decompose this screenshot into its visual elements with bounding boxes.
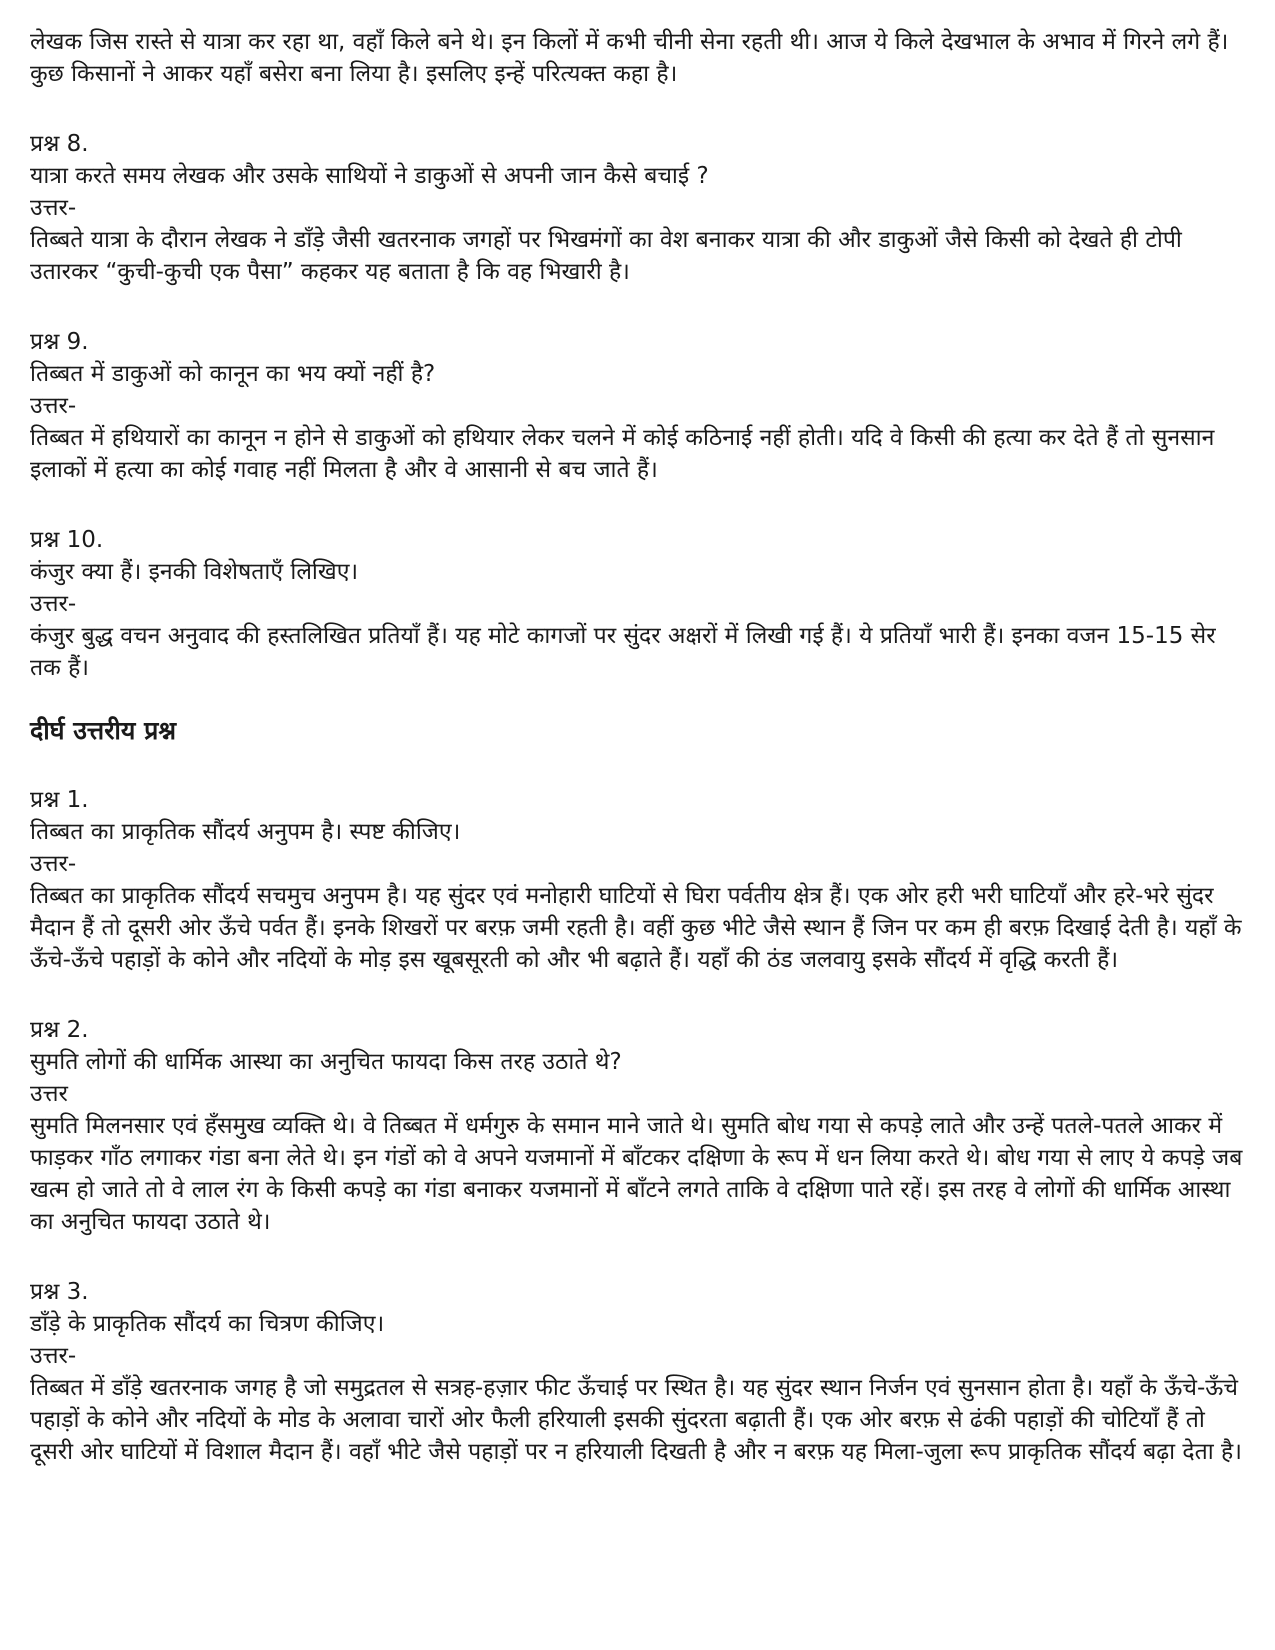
answer-text: कंजुर बुद्ध वचन अनुवाद की हस्तलिखित प्रतियाँ हैं। यह मोटे कागजों पर सुंदर अक्षरों में लिखी गई हैं। ये प्रतियाँ भारी हैं। इनका वजन 15-15 सेर तक हैं। — [30, 623, 1216, 681]
answer-text: सुमति मिलनसार एवं हँसमुख व्यक्ति थे। वे तिब्बत में धर्मगुरु के समान माने जाते थे। सुमति बोध गया से कपड़े लाते और उन्हें पतले-पतले आकर में फाड़कर गाँठ लगाकर गंडा बना लेते थे। इन गंडों को वे अपने यजमानों में बाँटकर दक्षिणा के रूप में धन लिया करते थे। बोध गया से लाए ये कपड़े जब खत्म हो जाते तो वे लाल रंग के किसी कपड़े का गंडा बनाकर यजमानों में बाँटने लगते ताकि वे दक्षिणा पाते रहें। इस तरह वे लोगों की धार्मिक आस्था का अनुचित फायदा उठाते थे। — [30, 1113, 1243, 1235]
question-label: प्रश्न 3. — [30, 1279, 89, 1305]
answer-label: उत्तर- — [30, 851, 77, 877]
question-label: प्रश्न 9. — [30, 329, 89, 355]
question-block-9 — [30, 326, 1245, 486]
long-question-block-2 — [30, 1014, 1245, 1238]
question-text: तिब्बत का प्राकृतिक सौंदर्य अनुपम है। स्पष्ट कीजिए। — [30, 819, 461, 845]
question-text: डाँड़े के प्राकृतिक सौंदर्य का चित्रण कीजिए। — [30, 1311, 385, 1337]
question-text: तिब्बत में डाकुओं को कानून का भय क्यों नहीं है? — [30, 361, 436, 387]
answer-text: तिब्बत में हथियारों का कानून न होने से डाकुओं को हथियार लेकर चलने में कोई कठिनाई नहीं होती। यदि वे किसी की हत्या कर देते हैं तो सुनसान इलाकों में हत्या का कोई गवाह नहीं मिलता है और वे आसानी से बच जाते हैं। — [30, 425, 1215, 483]
section-heading-long-questions: दीर्घ उत्तरीय प्रश्न — [30, 716, 177, 745]
question-text: सुमति लोगों की धार्मिक आस्था का अनुचित फायदा किस तरह उठाते थे? — [30, 1049, 622, 1075]
answer-label: उत्तर- — [30, 393, 77, 419]
question-text: यात्रा करते समय लेखक और उसके साथियों ने डाकुओं से अपनी जान कैसे बचाई ? — [30, 163, 709, 189]
question-text: कंजुर क्या हैं। इनकी विशेषताएँ लिखिए। — [30, 559, 359, 585]
answer-text: तिब्बत का प्राकृतिक सौंदर्य सचमुच अनुपम है। यह सुंदर एवं मनोहारी घाटियों से घिरा पर्वतीय क्षेत्र हैं। एक ओर हरी भरी घाटियाँ और हरे-भरे सुंदर मैदान हैं तो दूसरी ओर ऊँचे पर्वत हैं। इनके शिखरों पर बरफ़ जमी रहती है। वहीं कुछ भीटे जैसे स्थान हैं जिन पर कम ही बरफ़ दिखाई देती है। यहाँ के ऊँचे-ऊँचे पहाड़ों के कोने और नदियों के मोड़ इस खूबसूरती को और भी बढ़ाते हैं। यहाँ की ठंड जलवायु इसके सौंदर्य में वृद्धि करती हैं। — [30, 883, 1242, 973]
answer-text: तिब्बते यात्रा के दौरान लेखक ने डाँड़े जैसी खतरनाक जगहों पर भिखमंगों का वेश बनाकर यात्रा की और डाकुओं जैसे किसी को देखते ही टोपी उतारकर “कुची-कुची एक पैसा” कहकर यह बताता है कि वह भिखारी है। — [30, 227, 1182, 285]
question-block-8 — [30, 128, 1245, 288]
answer-label: उत्तर — [30, 1081, 68, 1107]
long-question-block-3 — [30, 1276, 1245, 1468]
intro-answer-text: लेखक जिस रास्ते से यात्रा कर रहा था, वहाँ किले बने थे। इन किलों में कभी चीनी सेना रहती थी। आज ये किले देखभाल के अभाव में गिरने लगे हैं। कुछ किसानों ने आकर यहाँ बसेरा बना लिया है। इसलिए इन्हें परित्यक्त कहा है। — [30, 29, 1229, 87]
answer-label: उत्तर- — [30, 591, 77, 617]
answer-text: तिब्बत में डाँड़े खतरनाक जगह है जो समुद्रतल से सत्रह-हज़ार फीट ऊँचाई पर स्थित है। यह सुंदर स्थान निर्जन एवं सुनसान होता है। यहाँ के ऊँचे-ऊँचे पहाड़ों के कोने और नदियों के मोड के अलावा चारों ओर फैली हरियाली इसकी सुंदरता बढ़ाती हैं। एक ओर बरफ़ से ढंकी पहाड़ों की चोटियाँ हैं तो दूसरी ओर घाटियों में विशाल मैदान हैं। वहाँ भीटे जैसे पहाड़ों पर न हरियाली दिखती है और न बरफ़ यह मिला-जुला रूप प्राकृतिक सौंदर्य बढ़ा देता है। — [30, 1375, 1242, 1465]
question-label: प्रश्न 1. — [30, 787, 89, 813]
long-question-block-1 — [30, 784, 1245, 976]
answer-label: उत्तर- — [30, 195, 77, 221]
answer-label: उत्तर- — [30, 1343, 77, 1369]
question-label: प्रश्न 2. — [30, 1017, 89, 1043]
question-label: प्रश्न 10. — [30, 527, 104, 553]
question-block-10 — [30, 524, 1245, 684]
question-label: प्रश्न 8. — [30, 131, 89, 157]
